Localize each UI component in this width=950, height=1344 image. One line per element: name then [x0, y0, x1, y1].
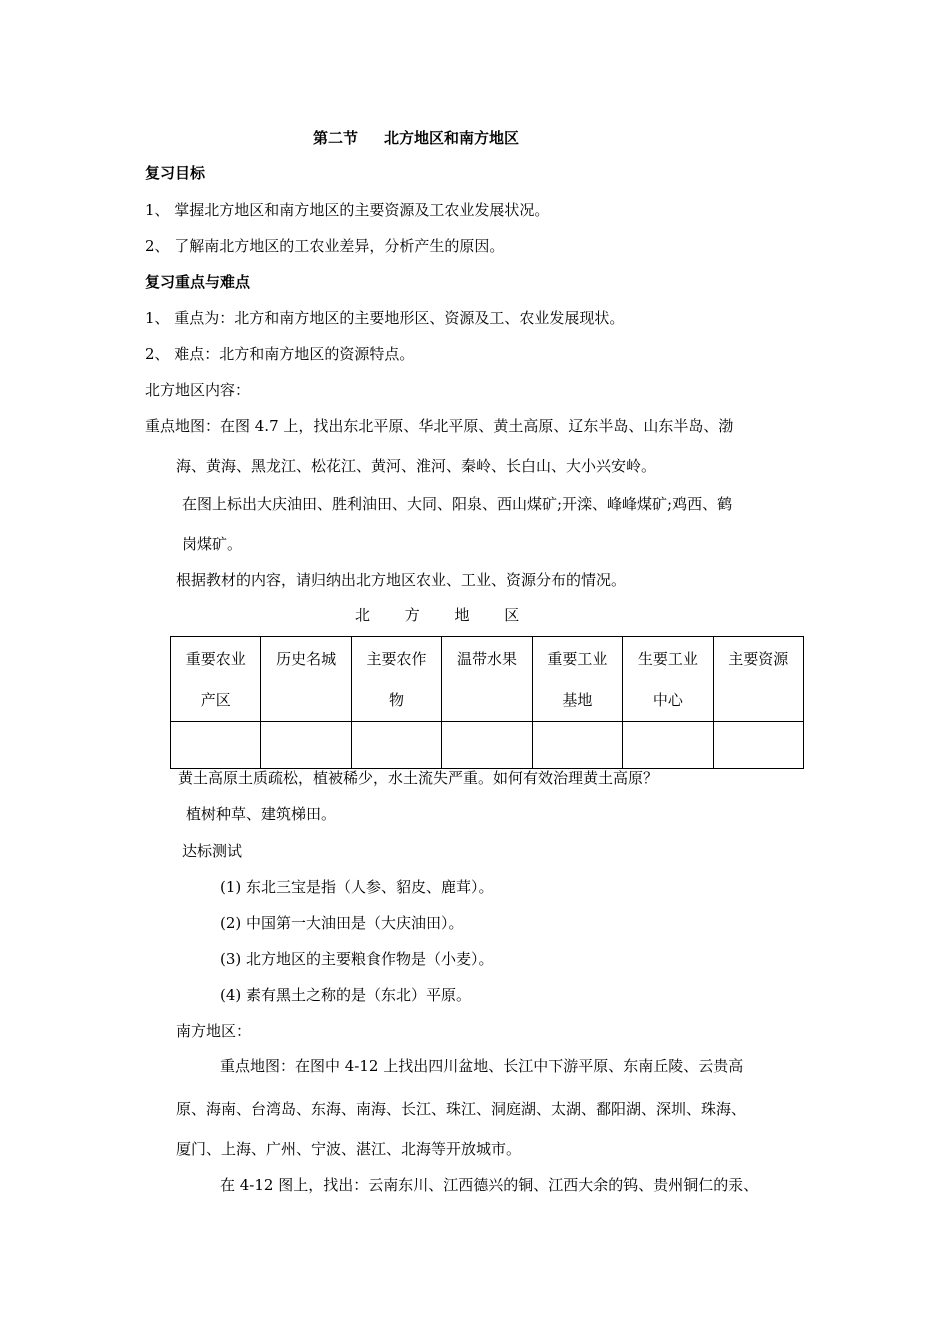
table-header-cell: 重要农业 产区: [171, 637, 261, 722]
south-map-text: 厦门、上海、广州、宁波、湛江、北海等开放城市。: [176, 1140, 522, 1158]
table-cell: [532, 722, 622, 769]
south-find-text: 在 4-12 图上，找出：云南东川、江西德兴的铜、江西大余的钨、贵州铜仁的汞、: [220, 1176, 759, 1194]
key-points-heading: 复习重点与难点: [145, 273, 251, 291]
table-cell: [623, 722, 713, 769]
key-point-item: 2、 难点：北方和南方地区的资源特点。: [145, 345, 415, 363]
table-cell: [442, 722, 532, 769]
table-header-cell: 温带水果: [442, 637, 532, 722]
north-heading: 北方地区内容：: [145, 381, 251, 399]
south-heading: 南方地区：: [176, 1022, 252, 1040]
test-item: (4) 素有黑土之称的是（东北）平原。: [220, 986, 472, 1004]
table-cell: [171, 722, 261, 769]
table-header-row: [171, 637, 804, 722]
test-item: (2) 中国第一大油田是（大庆油田）。: [220, 914, 464, 932]
table-header-cell: 历史名城: [261, 637, 351, 722]
north-summary-text: 根据教材的内容，请归纳出北方地区农业、工业、资源分布的情况。: [176, 571, 627, 589]
test-item: (3) 北方地区的主要粮食作物是（小麦）。: [220, 950, 494, 968]
key-point-item: 1、 重点为：北方和南方地区的主要地形区、资源及工、农业发展现状。: [145, 309, 625, 327]
page-title: [313, 128, 519, 148]
south-map-text: 重点地图：在图中 4-12 上找出四川盆地、长江中下游平原、东南丘陵、云贵高: [220, 1057, 744, 1075]
table-header-cell: 主要农作 物: [351, 637, 441, 722]
table-header-cell: 重要工业 基地: [532, 637, 622, 722]
north-mark-text: 在图上标出大庆油田、胜利油田、大同、阳泉、西山煤矿;开滦、峰峰煤矿;鸡西、鹤: [182, 495, 733, 513]
table-row: [171, 722, 804, 769]
loess-answer: 植树种草、建筑梯田。: [186, 805, 337, 823]
north-map-text: 海、黄海、黑龙江、松花江、黄河、淮河、秦岭、长白山、大小兴安岭。: [176, 457, 657, 475]
section-title: 北方地区和南方地区: [384, 129, 520, 147]
north-map-text: 重点地图：在图 4.7 上，找出东北平原、华北平原、黄土高原、辽东半岛、山东半岛、渤: [145, 417, 734, 435]
table-header-cell: 主要资源: [713, 637, 803, 722]
review-goals-heading: 复习目标: [145, 164, 206, 182]
south-map-text: 原、海南、台湾岛、东海、南海、长江、珠江、洞庭湖、太湖、鄱阳湖、深圳、珠海、: [176, 1100, 747, 1118]
loess-question: 黄土高原土质疏松，植被稀少，水土流失严重。如何有效治理黄土高原？: [178, 769, 659, 787]
test-heading: 达标测试: [182, 842, 243, 860]
section-number: 第二节: [313, 129, 359, 147]
test-item: (1) 东北三宝是指（人参、貂皮、鹿茸）。: [220, 878, 494, 896]
table-header-cell: 生要工业 中心: [623, 637, 713, 722]
north-mark-text: 岗煤矿。: [182, 535, 243, 553]
north-summary-table: [170, 636, 804, 769]
table-cell: [713, 722, 803, 769]
table-cell: [261, 722, 351, 769]
table-cell: [351, 722, 441, 769]
review-goal-item: 1、 掌握北方地区和南方地区的主要资源及工农业发展状况。: [145, 201, 550, 219]
review-goal-item: 2、 了解南北方地区的工农业差异，分析产生的原因。: [145, 237, 505, 255]
table-caption: 北 方 地 区: [355, 606, 535, 624]
